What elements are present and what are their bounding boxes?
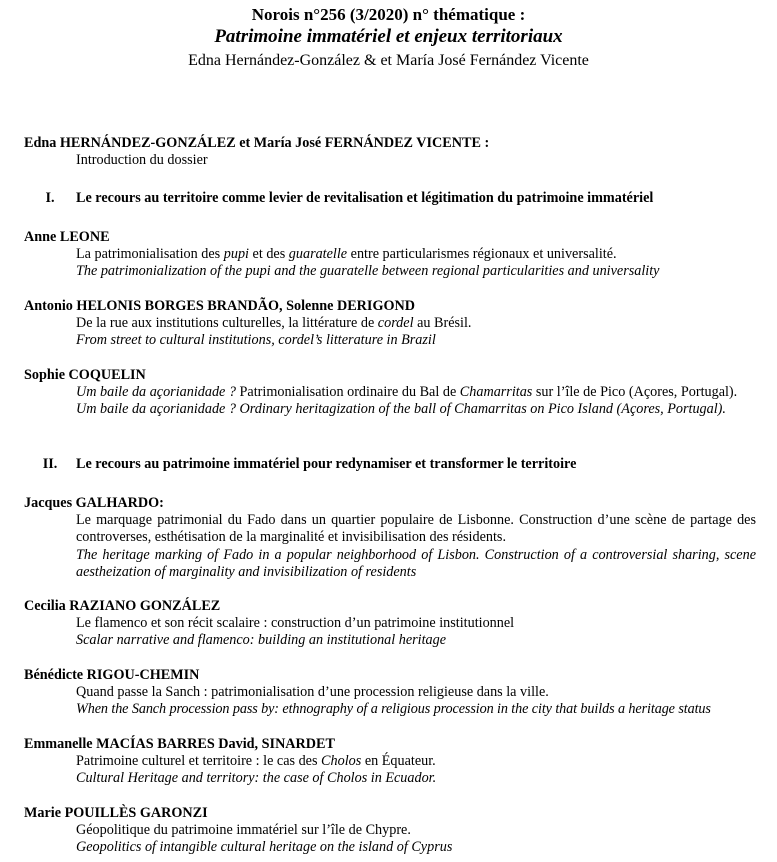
section-heading-2	[24, 455, 756, 473]
article-title-en: Um baile da açorianidade ? Ordinary heritagization of the ball of Chamarritas on Pico Island (Açores, Portugal).	[76, 401, 726, 418]
article-title-fr: Quand passe la Sanch : patrimonialisation d’une procession religieuse dans la ville.	[76, 684, 549, 700]
article-title-en: The heritage marking of Fado in a popular neighborhood of Lisbon. Construction of a controversial sharing, scene aestheization of marginality and invisibilization of residents	[76, 546, 756, 581]
article-author: Marie POUILLÈS GARONZI	[24, 805, 208, 821]
article-author: Antonio HELONIS BORGES BRANDÃO, Solenne DERIGOND	[24, 298, 416, 314]
article-title-fr: Le flamenco et son récit scalaire : construction d’un patrimoine institutionnel	[76, 615, 515, 631]
article-title-en: The patrimonialization of the pupi and the guaratelle between regional particularities and universality	[76, 263, 660, 280]
header-line-1: Norois n°256 (3/2020) n° thématique :	[251, 5, 526, 24]
article-author: Emmanelle MACÍAS BARRES David, SINARDET	[24, 736, 335, 752]
article-author: Sophie COQUELIN	[24, 367, 146, 383]
intro-entry	[24, 134, 756, 169]
intro-authors: Edna HERNÁNDEZ-GONZÁLEZ et María José FERNÁNDEZ VICENTE :	[24, 135, 490, 151]
article-title-en: Scalar narrative and flamenco: building an institutional heritage	[76, 632, 447, 649]
article-author: Jacques GALHARDO:	[24, 495, 164, 511]
header-theme-title: Patrimoine immatériel et enjeux territoriaux	[214, 26, 563, 47]
article-title-fr: De la rue aux institutions culturelles, la littérature de cordel au Brésil.	[76, 315, 472, 331]
article-entry	[24, 666, 756, 719]
article-title-fr: Géopolitique du patrimoine immatériel sur l’île de Chypre.	[76, 822, 411, 838]
article-entry	[24, 597, 756, 650]
section-heading-1	[24, 189, 756, 207]
section-title: Le recours au territoire comme levier de revitalisation et légitimation du patrimoine immatériel	[76, 190, 654, 206]
article-title-en: When the Sanch procession pass by: ethnography of a religious procession in the city that builds a heritage status	[76, 701, 711, 718]
header-editors: Edna Hernández-González & et María José Fernández Vicente	[188, 52, 589, 69]
article-entry	[24, 228, 756, 281]
article-title-fr: Le marquage patrimonial du Fado dans un quartier populaire de Lisbonne. Construction d’une scène de partage des controverses, esthétisation de la marginalité et invisibilisation des résidents.	[76, 512, 756, 546]
article-author: Cecilia RAZIANO GONZÁLEZ	[24, 598, 221, 614]
article-title-en: From street to cultural institutions, cordel’s litterature in Brazil	[76, 332, 436, 349]
article-entry	[24, 494, 756, 582]
article-title-en: Geopolitics of intangible cultural heritage on the island of Cyprus	[76, 839, 453, 856]
article-entry	[24, 366, 756, 419]
section-title: Le recours au patrimoine immatériel pour redynamiser et transformer le territoire	[76, 456, 577, 472]
article-author: Bénédicte RIGOU-CHEMIN	[24, 667, 200, 683]
article-entry	[24, 804, 756, 857]
article-entry	[24, 297, 756, 350]
intro-title: Introduction du dossier	[76, 152, 208, 168]
article-title-fr: Um baile da açorianidade ? Patrimonialisation ordinaire du Bal de Chamarritas sur l’île de Pico (Açores, Portugal).	[76, 384, 738, 400]
article-title-fr: Patrimoine culturel et territoire : le cas des Cholos en Équateur.	[76, 753, 436, 769]
section-number: II.	[42, 456, 58, 472]
article-title-en: Cultural Heritage and territory: the case of Cholos in Ecuador.	[76, 770, 437, 787]
article-title-fr: La patrimonialisation des pupi et des guaratelle entre particularismes régionaux et universalité.	[76, 246, 617, 262]
article-entry	[24, 735, 756, 788]
section-number: I.	[45, 190, 55, 206]
article-author: Anne LEONE	[24, 229, 110, 245]
